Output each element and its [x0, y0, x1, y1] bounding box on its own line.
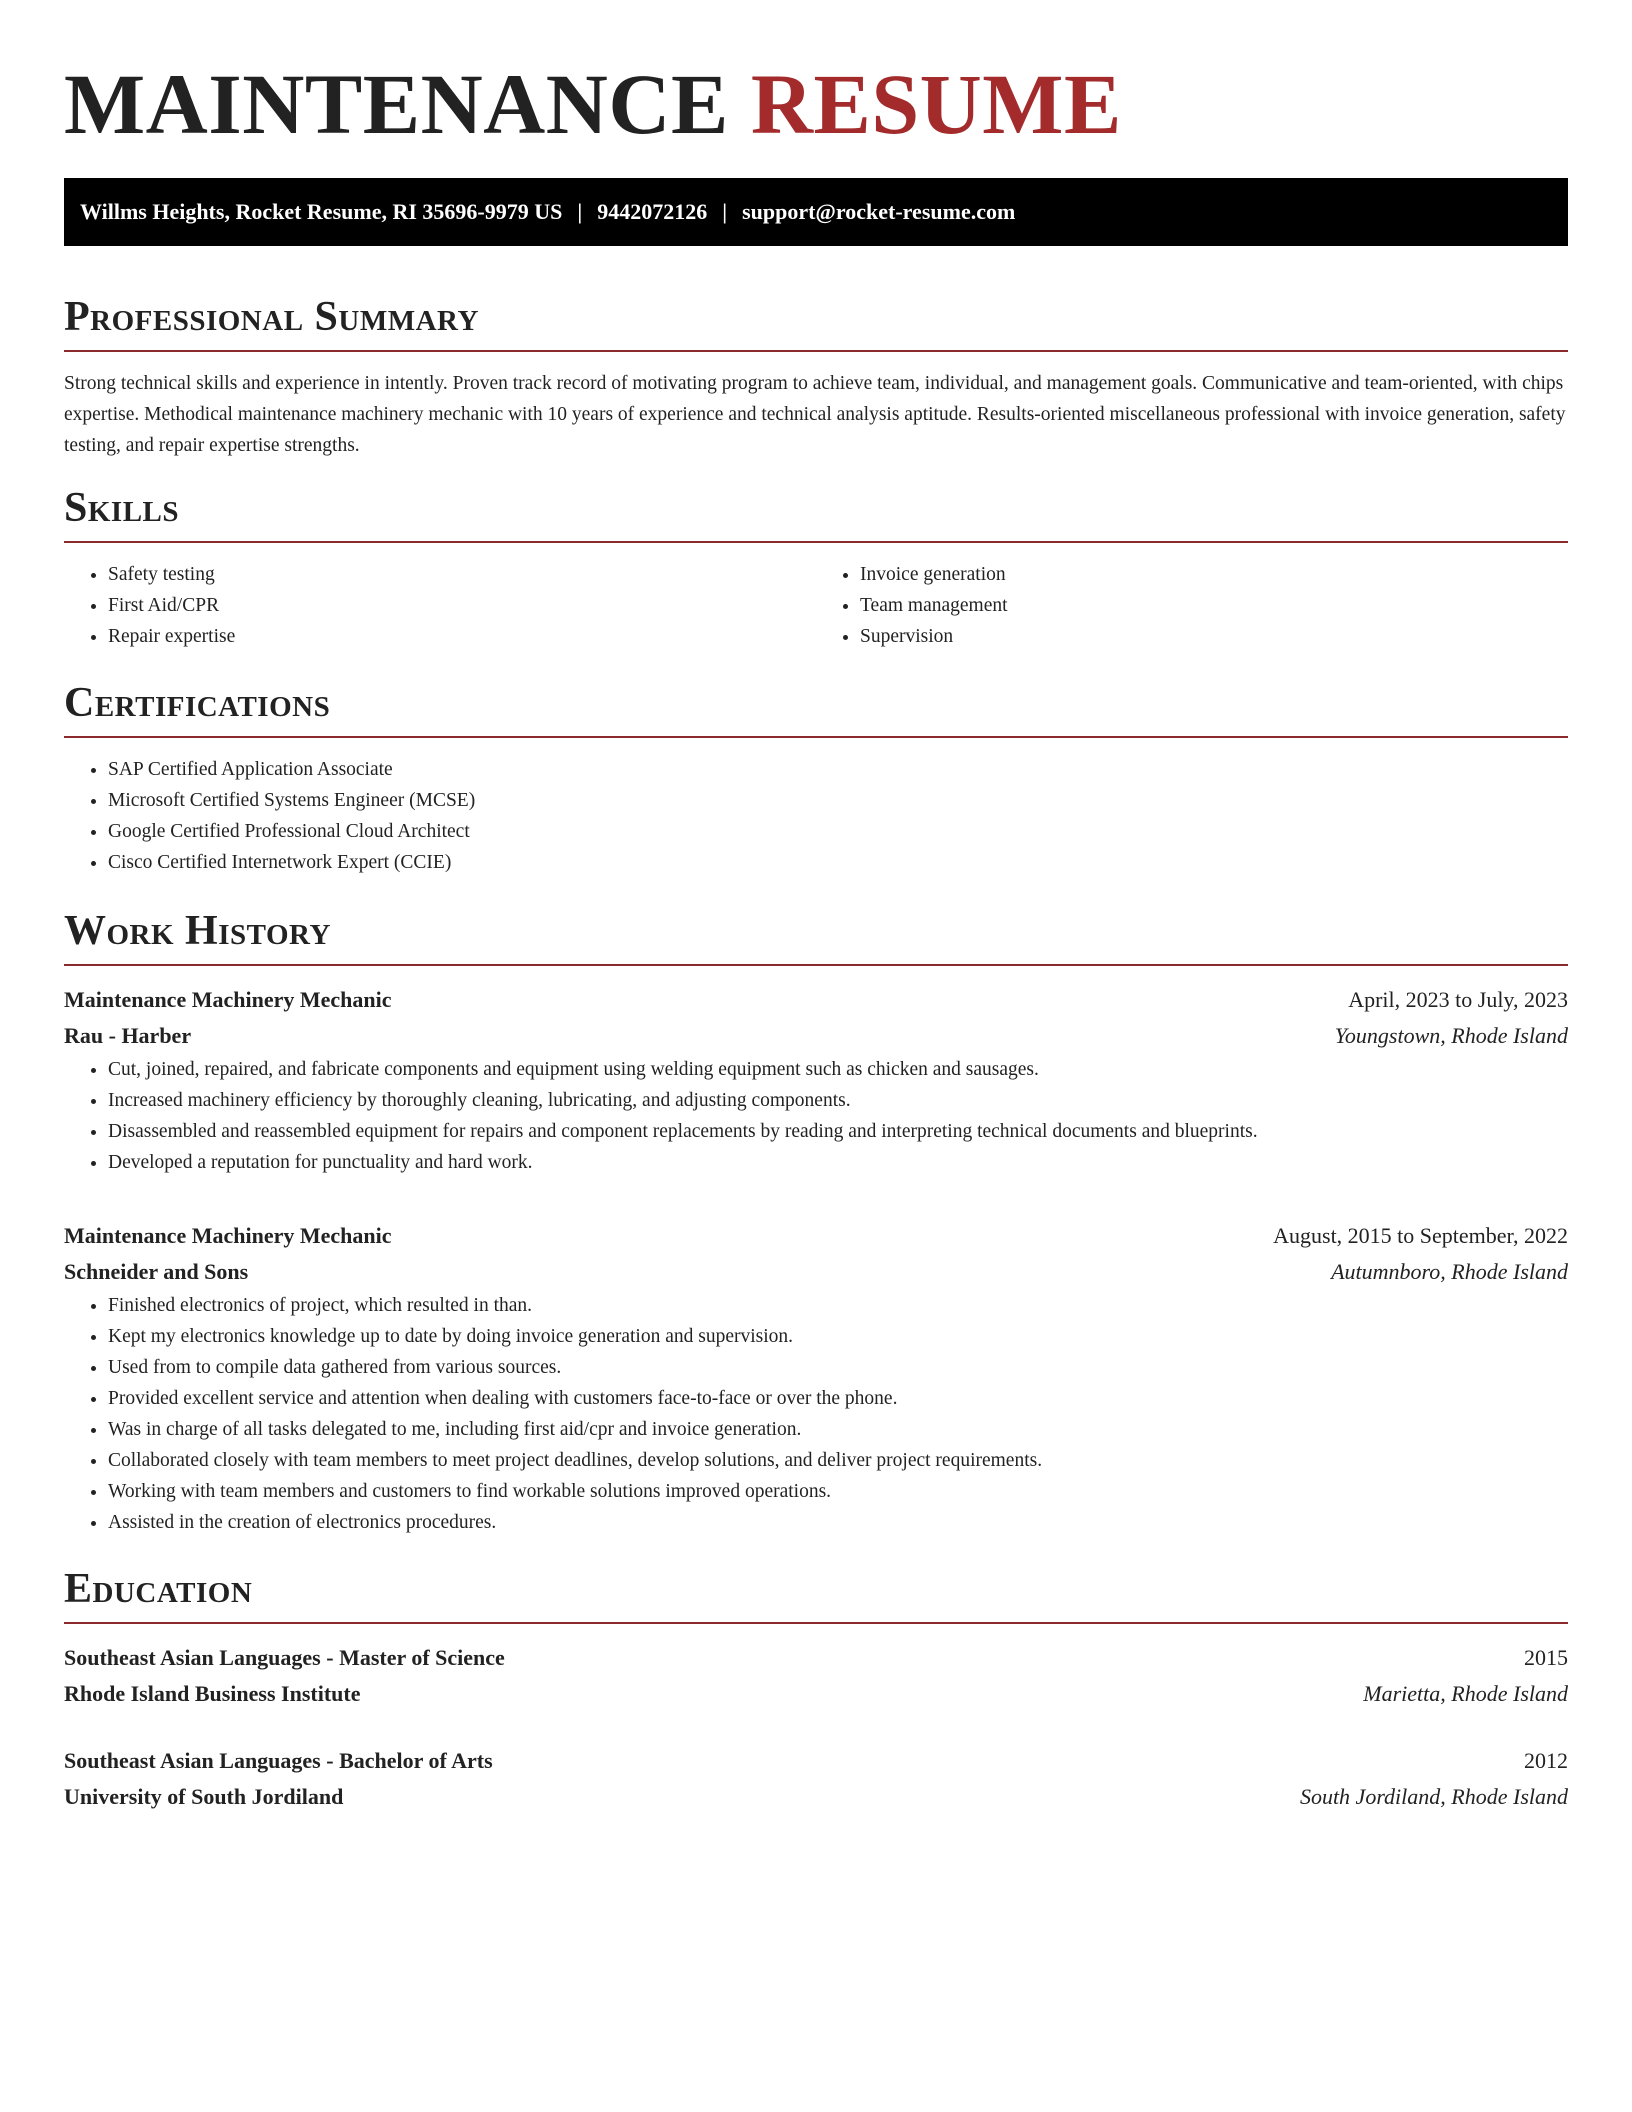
section-heading: Certifications [64, 680, 331, 726]
contact-separator: | [722, 199, 728, 224]
job-role: Maintenance Machinery Mechanic [64, 1223, 392, 1248]
skills-list-right [816, 559, 1568, 652]
job-bullets [64, 1290, 1568, 1538]
skill-item: • Invoice generation [860, 559, 1568, 590]
certifications-list [64, 754, 1568, 878]
job-bullet: • Cut, joined, repaired, and fabricate components and equipment using welding equipment such as chicken and sausages. [108, 1054, 1568, 1085]
job-bullet: • Disassembled and reassembled equipment for repairs and component replacements by reading and interpreting technical documents and blueprints. [108, 1116, 1568, 1147]
education-section [64, 1564, 1568, 1815]
job-entry [64, 982, 1568, 1178]
certification-item: • SAP Certified Application Associate [108, 754, 1568, 785]
job-entry [64, 1218, 1568, 1538]
education-school: Rhode Island Business Institute [64, 1681, 361, 1706]
education-degree-row [64, 1743, 1568, 1779]
job-bullet: • Assisted in the creation of electronics procedures. [108, 1507, 1568, 1538]
contact-bar [64, 178, 1568, 246]
job-bullet: • Developed a reputation for punctuality and hard work. [108, 1147, 1568, 1178]
title-first-word: MAINTENANCE [64, 56, 729, 152]
job-company-row [64, 1018, 1568, 1054]
education-location: South Jordiland, Rhode Island [1299, 1784, 1568, 1809]
job-bullet: • Increased machinery efficiency by thoroughly cleaning, lubricating, and adjusting components. [108, 1085, 1568, 1116]
certifications-section [64, 678, 1568, 878]
education-entry [64, 1640, 1568, 1712]
skills-grid [64, 559, 1568, 652]
job-role: Maintenance Machinery Mechanic [64, 987, 392, 1012]
education-degree: Southeast Asian Languages - Master of Science [64, 1645, 505, 1670]
section-divider [64, 736, 1568, 738]
section-divider [64, 541, 1568, 543]
section-heading: Work History [64, 908, 331, 954]
skill-item: • First Aid/CPR [108, 590, 816, 621]
education-degree-row [64, 1640, 1568, 1676]
work-history-section [64, 906, 1568, 1538]
section-divider [64, 1622, 1568, 1624]
resume-title [64, 58, 1568, 150]
contact-phone: 9442072126 [597, 199, 708, 224]
job-bullet: • Working with team members and customers to find workable solutions improved operations. [108, 1476, 1568, 1507]
certification-item: • Google Certified Professional Cloud Architect [108, 816, 1568, 847]
contact-address: Willms Heights, Rocket Resume, RI 35696-9979 US [80, 199, 563, 224]
education-degree: Southeast Asian Languages - Bachelor of Arts [64, 1748, 493, 1773]
section-divider [64, 964, 1568, 966]
skill-item: • Repair expertise [108, 621, 816, 652]
section-divider [64, 350, 1568, 352]
job-location: Autumnboro, Rhode Island [1331, 1259, 1568, 1284]
job-bullet: • Kept my electronics knowledge up to date by doing invoice generation and supervision. [108, 1321, 1568, 1352]
education-year: 2012 [1524, 1748, 1568, 1773]
skill-item: • Supervision [860, 621, 1568, 652]
job-company: Schneider and Sons [64, 1259, 249, 1284]
contact-email[interactable]: support@rocket-resume.com [742, 199, 1016, 224]
job-header-row [64, 1218, 1568, 1254]
skills-list-left [64, 559, 816, 652]
job-company: Rau - Harber [64, 1023, 192, 1048]
job-bullet: • Provided excellent service and attention when dealing with customers face-to-face or over the phone. [108, 1383, 1568, 1414]
education-entry [64, 1743, 1568, 1815]
education-school: University of South Jordiland [64, 1784, 344, 1809]
education-location: Marietta, Rhode Island [1363, 1681, 1568, 1706]
skills-section [64, 483, 1568, 652]
summary-text: Strong technical skills and experience in intently. Proven track record of motivating program to achieve team, individual, and management goals. Communicative and team-oriented, with chips expertise. Methodical maintenance machinery mechanic with 10 years of experience and technical analysis aptitude. Results-oriented miscellaneous professional with invoice generation, safety testing, and repair expertise strengths. [64, 373, 1566, 456]
certification-item: • Cisco Certified Internetwork Expert (CCIE) [108, 847, 1568, 878]
job-company-row [64, 1254, 1568, 1290]
contact-separator: | [577, 199, 583, 224]
section-heading: Education [64, 1566, 253, 1612]
education-year: 2015 [1524, 1645, 1568, 1670]
job-bullet: • Collaborated closely with team members to meet project deadlines, develop solutions, and deliver project requirements. [108, 1445, 1568, 1476]
education-school-row [64, 1676, 1568, 1712]
job-bullet: • Finished electronics of project, which resulted in than. [108, 1290, 1568, 1321]
education-school-row [64, 1779, 1568, 1815]
job-bullet: • Used from to compile data gathered from various sources. [108, 1352, 1568, 1383]
job-dates: August, 2015 to September, 2022 [1273, 1223, 1568, 1248]
skill-item: • Safety testing [108, 559, 816, 590]
section-heading: Professional Summary [64, 294, 479, 340]
section-heading: Skills [64, 485, 180, 531]
title-second-word: RESUME [750, 56, 1122, 152]
job-location: Youngstown, Rhode Island [1334, 1023, 1568, 1048]
job-header-row [64, 982, 1568, 1018]
certification-item: • Microsoft Certified Systems Engineer (MCSE) [108, 785, 1568, 816]
summary-section [64, 292, 1568, 461]
job-bullet: • Was in charge of all tasks delegated to me, including first aid/cpr and invoice generation. [108, 1414, 1568, 1445]
job-dates: April, 2023 to July, 2023 [1348, 987, 1568, 1012]
job-bullets [64, 1054, 1568, 1178]
skill-item: • Team management [860, 590, 1568, 621]
